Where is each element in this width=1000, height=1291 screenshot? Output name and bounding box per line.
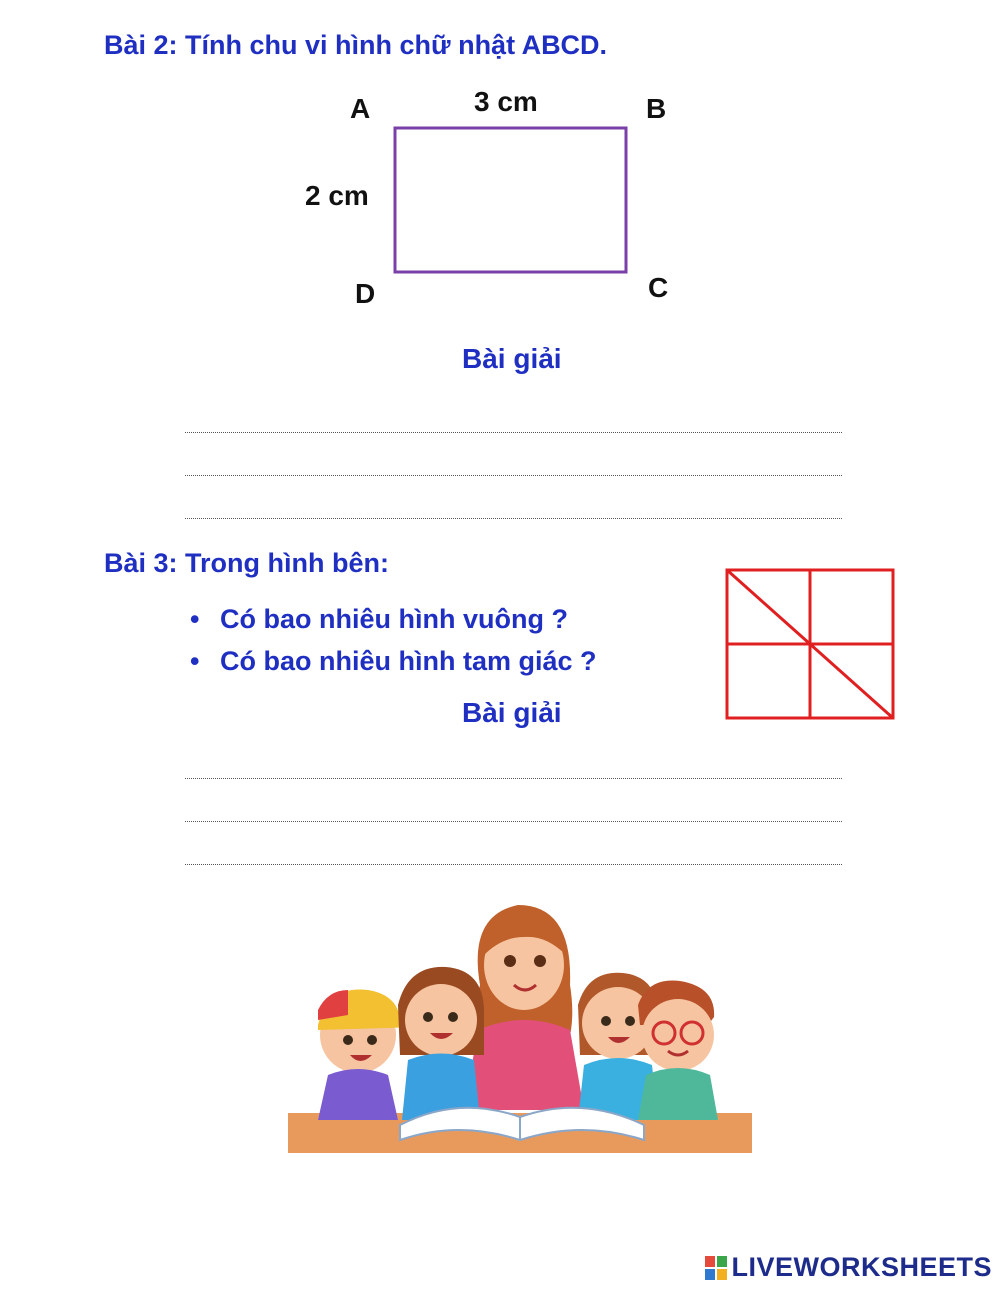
answer-line[interactable] xyxy=(185,518,842,519)
answer-line[interactable] xyxy=(185,821,842,822)
answer-line[interactable] xyxy=(185,864,842,865)
exercise2-heading: Bài 2: Tính chu vi hình chữ nhật ABCD. xyxy=(104,30,608,60)
liveworksheets-icon xyxy=(705,1256,727,1280)
squares-triangles-figure xyxy=(725,568,895,720)
question-list xyxy=(190,598,597,682)
question-triangles: • Có bao nhiêu hình tam giác ? xyxy=(190,640,597,682)
exercise3-solution-label: Bài giải xyxy=(462,697,562,728)
liveworksheets-logo-text: LIVEWORKSHEETS xyxy=(731,1252,992,1282)
question-squares: • Có bao nhiêu hình vuông ? xyxy=(190,598,597,640)
vertex-b-label: B xyxy=(646,93,667,124)
height-label: 2 cm xyxy=(305,180,369,211)
answer-line[interactable] xyxy=(185,432,842,433)
vertex-a-label: A xyxy=(350,93,371,124)
answer-line[interactable] xyxy=(185,778,842,779)
rectangle-abcd xyxy=(392,125,630,275)
vertex-c-label: C xyxy=(648,272,669,303)
answer-line[interactable] xyxy=(185,475,842,476)
liveworksheets-logo xyxy=(705,1252,992,1283)
exercise3-heading: Bài 3: Trong hình bên: xyxy=(104,548,389,578)
teacher-kids-reading-illustration xyxy=(288,895,752,1155)
exercise2-solution-label: Bài giải xyxy=(462,343,562,374)
vertex-d-label: D xyxy=(355,278,376,309)
width-label: 3 cm xyxy=(474,86,538,117)
